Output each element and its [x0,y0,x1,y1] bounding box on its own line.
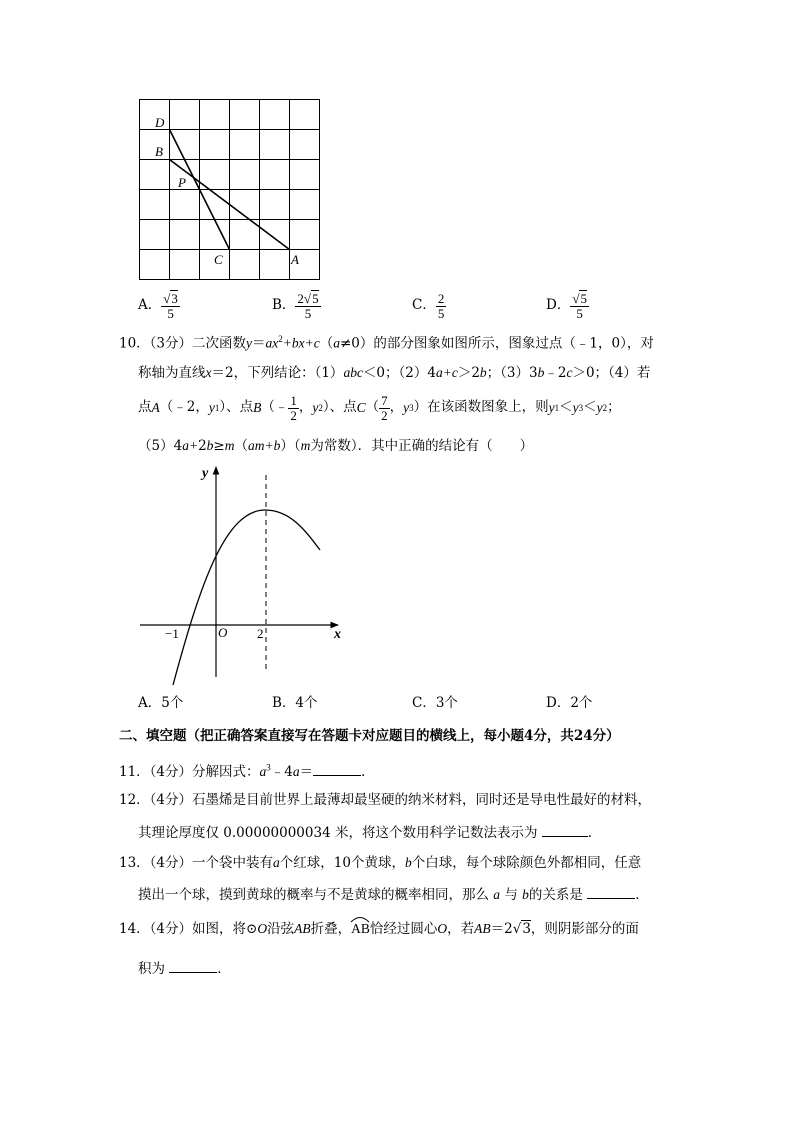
section-2-heading: 二、填空题（把正确答案直接写在答题卡对应题目的横线上，每小题4分，共24分） [119,728,620,744]
q9-option-c: C． $\frac{2}{5}$ [412,290,445,321]
q9-option-a: A． $\frac{√3}{5}$ [138,290,178,321]
label-d: D [155,115,165,130]
q9-option-d: D． $\frac{√5}{5}$ [546,290,587,321]
q14-line-2: 积为 ． [138,961,231,977]
q13-line-1: 13．（4分）一个袋中装有a个红球，10个黄球，b个白球，每个球除颜色外都相同，任意 [119,855,642,871]
q10-line-2: 称轴为直线x＝2，下列结论：（1）abc＜0；（2）4a+c＞2b；（3）3b﹣2c＞0；（4）若 [138,365,651,381]
q10-line-3: 点 A （﹣2， y 1 ）、点 B （﹣ $\frac{1}{2}$ ， y 2 ）、点 C （ $\frac{7}{2}$ ， y 3 ）在该函数图象上，则 y 1 ＜ y 3 ＜ y 2 ； [138,392,621,423]
q11: 11．（4分）分解因式：$a^3﹣4a=$ ． [119,762,375,780]
q13-answer-blank[interactable] [587,886,635,899]
q9-option-b: B． $\frac{2√5}{5}$ [272,290,319,321]
y-axis-label: y [202,466,209,481]
tick-label-2: 2 [257,626,264,641]
arc-ab: AB [351,922,370,937]
q14-line-1: 14．（4分）如图，将⊙O沿弦AB折叠， AB恰经过圆心O，若AB＝2√3，则阴影部分的面 [119,922,639,937]
parabola-curve [173,510,320,685]
q12-line-1: 12．（4分）石墨烯是目前世界上最薄却最坚硬的纳米材料，同时还是导电性最好的材料， [119,792,652,808]
label-c: C [214,252,223,267]
origin-label: O [218,625,228,640]
label-b: B [155,144,163,159]
q10-option-d: D．2个 [546,695,593,711]
q10-line-4: （5）4a+2b≥m（am+b）（m为常数）．其中正确的结论有（ ） [138,438,534,454]
q11-answer-blank[interactable] [313,763,361,776]
label-a: A [291,252,299,267]
label-p: P [178,175,186,190]
q12-answer-blank[interactable] [542,824,588,837]
q13-line-2: 摸出一个球，摸到黄球的概率与不是黄球的概率相同，那么 a 与 b的关系是 ． [138,887,649,903]
q10-option-c: C．3个 [412,695,458,711]
x-axis-label: x [334,627,341,642]
tick-label-neg1: −1 [165,626,179,641]
parabola-graph [130,455,360,690]
q10-option-a: A．5个 [138,695,184,711]
q12-line-2: 其理论厚度仅 0.00000000034 米，将这个数用科学记数法表示为 ． [138,825,602,841]
grid-figure [130,95,330,285]
q10-option-b: B．4个 [272,695,318,711]
q14-answer-blank[interactable] [169,960,217,973]
q10-line-1: 10．（3分）二次函数$y=ax^2+bx+c(a\ne 0)$的部分图象如图所示，图象过点（﹣1，0），对 [119,334,654,352]
